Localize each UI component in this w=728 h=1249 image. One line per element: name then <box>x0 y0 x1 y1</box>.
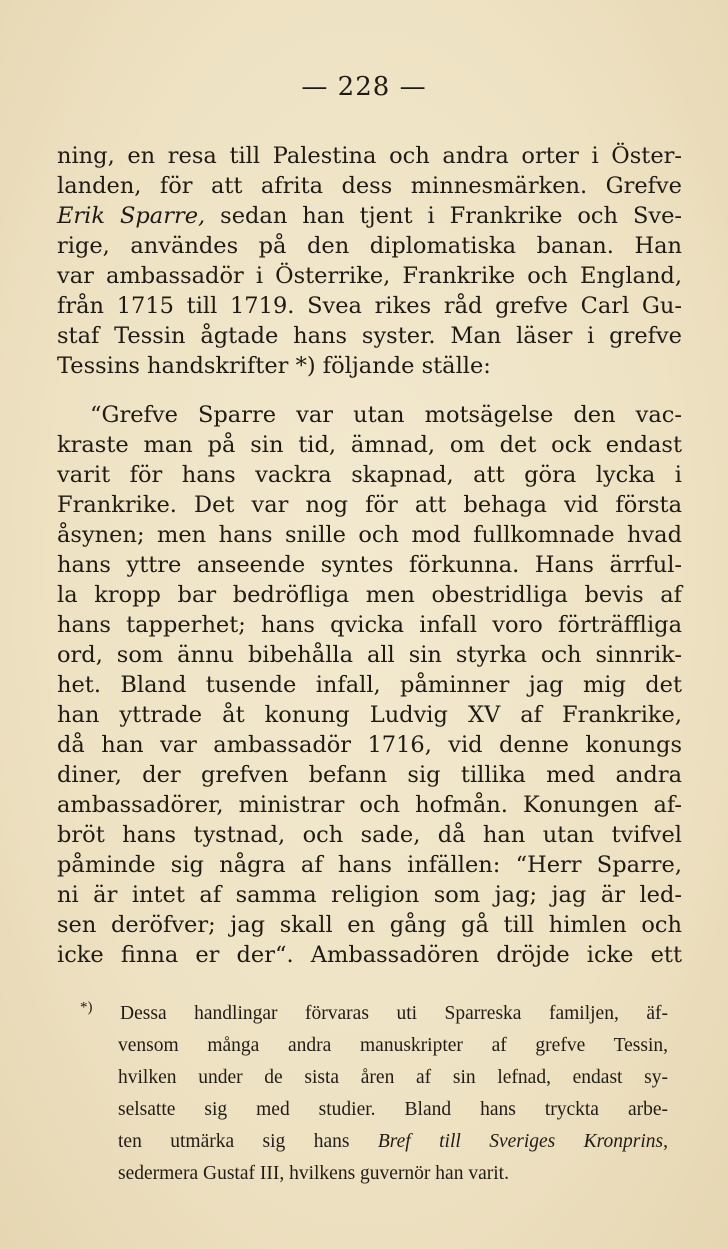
text-line: sen deröfver; jag skall en gång gå till himlen och <box>57 912 682 938</box>
text-line: hans yttre anseende syntes förkunna. Hans ärrful- <box>57 552 682 578</box>
footnote-line: vensom många andra manuskripter af grefve Tessin, <box>118 1035 668 1056</box>
text-span: sedan han tjent i Frankrike och Sve- <box>205 203 683 229</box>
text-span: , <box>663 1131 669 1152</box>
text-span: ten utmärka sig hans <box>118 1131 378 1152</box>
text-line: ning, en resa till Palestina och andra orter i Öster- <box>57 143 682 169</box>
text-line: kraste man på sin tid, ämnad, om det ock endast <box>57 432 682 458</box>
footnote-line: sedermera Gustaf III, hvilkens guvernör han varit. <box>118 1163 509 1184</box>
text-line: varit för hans vackra skapnad, att göra lycka i <box>57 462 682 488</box>
text-line: han yttrade åt konung Ludvig XV af Frankrike, <box>57 702 682 728</box>
text-line: staf Tessin ågtade hans syster. Man läser i grefve <box>57 323 682 349</box>
text-line: hans tapperhet; hans qvicka infall voro förträffliga <box>57 612 682 638</box>
footnote-line: hvilken under de sista åren af sin lefnad, endast sy- <box>118 1067 668 1088</box>
text-line: Tessins handskrifter *) följande ställe: <box>57 353 491 379</box>
footnote-line: selsatte sig med studier. Bland hans tryckta arbe- <box>118 1099 668 1120</box>
text-line <box>57 201 682 231</box>
text-line: landen, för att afrita dess minnesmärken. Grefve <box>57 173 682 199</box>
text-line: åsynen; men hans snille och mod fullkomnade hvad <box>57 522 682 548</box>
text-line: då han var ambassadör 1716, vid denne konungs <box>57 732 682 758</box>
text-line: ambassadörer, ministrar och hofmån. Konungen af- <box>57 792 682 818</box>
text-line: diner, der grefven befann sig tillika med andra <box>57 762 682 788</box>
italic-name: Erik Sparre, <box>57 203 206 229</box>
text-line: la kropp bar bedröfliga men obestridliga bevis af <box>57 582 682 608</box>
text-line: “Grefve Sparre var utan motsägelse den vac- <box>90 402 682 428</box>
text-line: bröt hans tystnad, och sade, då han utan tvifvel <box>57 822 682 848</box>
text-line: icke finna er der“. Ambassadören dröjde icke ett <box>57 942 682 968</box>
text-line: var ambassadör i Österrike, Frankrike och England, <box>57 263 682 289</box>
text-line: ord, som ännu bibehålla all sin styrka och sinnrik- <box>57 642 682 668</box>
italic-title: Bref till Sveriges Kronprins <box>377 1131 664 1152</box>
text-line: het. Bland tusende infall, påminner jag mig det <box>57 672 682 698</box>
text-line: ni är intet af samma religion som jag; jag är led- <box>57 882 682 908</box>
footnote-line <box>118 1128 668 1156</box>
text-line: påminde sig några af hans infällen: “Herr Sparre, <box>57 852 682 878</box>
text-line: från 1715 till 1719. Svea rikes råd grefve Carl Gu- <box>57 293 682 319</box>
footnote-marker: *) <box>80 999 93 1016</box>
text-line: Frankrike. Det var nog för att behaga vid första <box>57 492 682 518</box>
footnote-line <box>80 1000 668 1028</box>
page-number: — 228 — <box>301 72 427 102</box>
text-line: rige, användes på den diplomatiska banan. Han <box>57 233 682 259</box>
text-span: Dessa handlingar förvaras uti Sparreska familjen, äf- <box>120 1003 668 1024</box>
